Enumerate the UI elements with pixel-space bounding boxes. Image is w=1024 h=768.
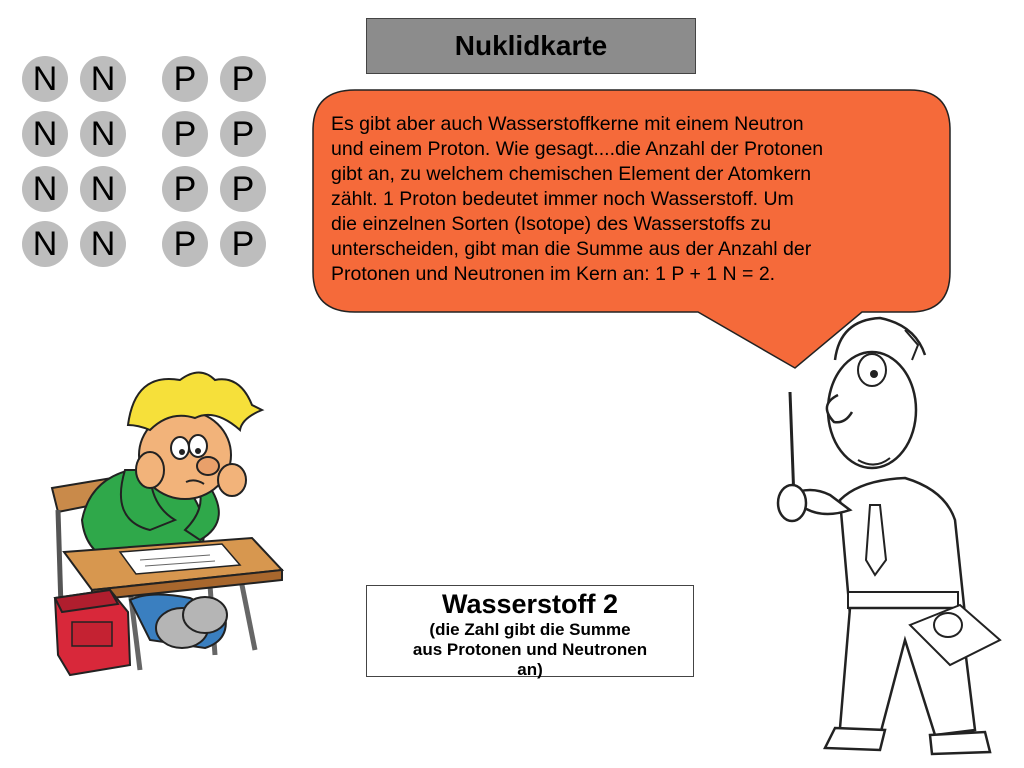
neutron-circle: N [22,166,68,212]
caption-subtitle [367,620,693,680]
speech-line: die einzelnen Sorten (Isotope) des Wasserstoffs zu [331,213,772,235]
proton-circle: P [162,56,208,102]
neutron-circle: N [22,221,68,267]
speech-line: unterscheiden, gibt man die Summe aus der Anzahl der [331,238,812,260]
caption-line: (die Zahl gibt die Summe [429,620,631,639]
page-title: Nuklidkarte [366,18,696,74]
proton-circle: P [162,111,208,157]
neutron-circle: N [80,166,126,212]
proton-circle: P [220,166,266,212]
proton-circle: P [162,166,208,212]
speech-line: Protonen und Neutronen im Kern an: 1 P + 1 N = 2. [331,263,776,285]
caption-line: aus Protonen und Neutronen [412,640,648,659]
caption-box [366,585,694,677]
neutron-circle: N [22,111,68,157]
proton-circle: P [162,221,208,267]
speech-line: zählt. 1 Proton bedeutet immer noch Wasserstoff. Um [331,188,794,210]
neutron-circle: N [80,111,126,157]
neutron-circle: N [22,56,68,102]
speech-line: Es gibt aber auch Wasserstoffkerne mit einem Neutron [331,113,804,135]
speech-line: gibt an, zu welchem chemischen Element der Atomkern [331,163,812,185]
proton-circle: P [220,111,266,157]
proton-circle: P [220,56,266,102]
caption-title: Wasserstoff 2 [441,589,619,619]
neutron-circle: N [80,56,126,102]
speech-line: und einem Proton. Wie gesagt....die Anzahl der Protonen [331,138,824,160]
neutron-circle: N [80,221,126,267]
caption-line: an) [517,660,543,679]
proton-circle: P [220,221,266,267]
